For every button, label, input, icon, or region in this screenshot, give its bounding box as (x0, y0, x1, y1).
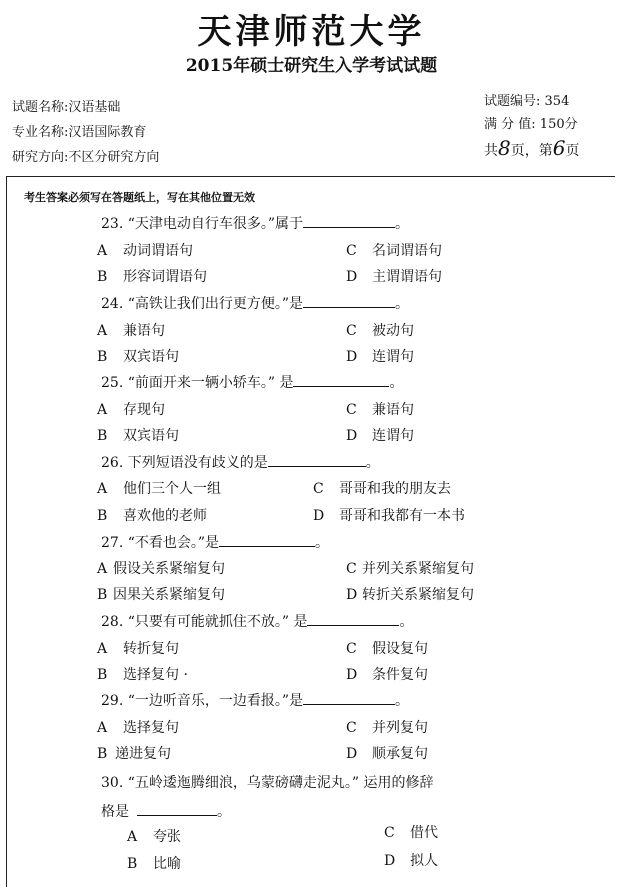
option-d: D 条件复句 (346, 667, 428, 683)
option-b: B 因果关系紧缩复句 (97, 587, 225, 603)
question-stem: 25. “前面开来一辆小轿车。” 是 (101, 375, 294, 391)
university-name: 天津师范大学 (197, 12, 426, 52)
question-stem: 27. “不看也会。”是 (101, 535, 220, 551)
direction-label: 研究方向: (12, 150, 69, 165)
option-b: B 双宾语句 (97, 428, 179, 444)
option-c: C 假设复句 (346, 641, 428, 657)
direction-line (12, 146, 159, 165)
option-c: C 并列复句 (346, 720, 428, 736)
major-value: 汉语国际教育 (68, 125, 147, 140)
option-d: D 转折关系紧缩复句 (346, 587, 474, 603)
option-b: B 形容词谓语句 (97, 269, 207, 285)
question-end: 。 (217, 804, 231, 820)
question-end: 。 (365, 455, 380, 471)
code-line (484, 90, 569, 109)
option-c: C 借代 (384, 825, 438, 841)
question-stem: 28. “只要有可能就抓住不放。” 是 (101, 614, 308, 630)
answer-blank (219, 532, 315, 547)
page-count-line (484, 136, 579, 160)
option-a: A 转折复句 (97, 641, 179, 657)
option-b: B 选择复句 · (97, 667, 188, 683)
option-c: C 名词谓语句 (346, 243, 442, 259)
option-b: B 双宾语句 (97, 349, 179, 365)
option-b: B 递进复句 (97, 746, 171, 762)
option-d: D 顺承复句 (346, 746, 428, 762)
current-page: 6 (552, 136, 566, 160)
question-23 (101, 213, 409, 233)
option-a: A 兼语句 (97, 323, 165, 339)
answer-blank (303, 213, 395, 228)
question-25 (101, 372, 403, 392)
question-stem: 23. “天津电动自行车很多。”属于 (101, 216, 304, 232)
option-a: A 他们三个人一组 (97, 481, 221, 497)
option-a: A 存现句 (97, 402, 165, 418)
option-c: C 被动句 (346, 323, 414, 339)
option-d: D 主谓谓语句 (346, 269, 442, 285)
code-label: 试题编号: (484, 94, 541, 109)
question-30 (101, 772, 433, 792)
answer-notice: 考生答案必须写在答题纸上，写在其他位置无效 (24, 191, 255, 204)
score-value: 150分 (539, 117, 578, 132)
question-29 (101, 690, 409, 710)
major-label: 专业名称: (12, 125, 69, 140)
pages-suffix: 页 (565, 143, 580, 159)
pages-prefix: 共 (484, 143, 498, 159)
option-a: A 假设关系紧缩复句 (97, 561, 225, 577)
major-line (12, 121, 146, 140)
option-a: A 选择复句 (97, 720, 179, 736)
option-b: B 比喻 (127, 856, 181, 872)
question-end: 。 (395, 216, 410, 232)
answer-blank (303, 690, 395, 705)
question-30-continued (101, 801, 231, 821)
direction-value: 不区分研究方向 (68, 150, 160, 165)
option-d: D 连谓句 (346, 349, 414, 365)
question-end: 。 (395, 693, 410, 709)
question-27 (101, 532, 329, 552)
code-value: 354 (544, 94, 570, 109)
answer-blank (268, 452, 366, 467)
answer-blank (307, 611, 399, 626)
subject-value: 汉语基础 (68, 100, 121, 115)
question-end: 。 (395, 296, 410, 312)
option-c: C 哥哥和我的朋友去 (313, 481, 451, 497)
option-d: D 拟人 (384, 853, 438, 869)
question-stem-continued: 格是 (101, 804, 129, 820)
pages-mid: 页，第 (510, 143, 553, 159)
score-line (484, 113, 578, 132)
answer-blank (303, 293, 395, 308)
question-24 (101, 293, 409, 313)
question-stem: 30. “五岭逶迤腾细浪，乌蒙磅礴走泥丸。” 运用的修辞 (101, 775, 434, 791)
answer-blank (137, 801, 217, 816)
question-end: 。 (389, 375, 404, 391)
answer-blank (293, 372, 389, 387)
question-28 (101, 611, 413, 631)
option-a: A 夸张 (127, 829, 181, 845)
option-d: D 哥哥和我都有一本书 (313, 508, 465, 524)
question-stem: 26. 下列短语没有歧义的是 (101, 455, 268, 471)
question-26 (101, 452, 380, 472)
subject-label: 试题名称: (12, 100, 69, 115)
exam-title: 2015年硕士研究生入学考试试题 (185, 56, 438, 76)
score-label: 满 分 值: (484, 117, 536, 132)
option-b: B 喜欢他的老师 (97, 508, 207, 524)
question-stem: 29. “一边听音乐，一边看报。”是 (101, 693, 304, 709)
total-pages: 8 (498, 136, 511, 160)
question-end: 。 (399, 614, 414, 630)
option-d: D 连谓句 (346, 428, 414, 444)
option-c: C 兼语句 (346, 402, 414, 418)
option-a: A 动词谓语句 (97, 243, 193, 259)
option-c: C 并列关系紧缩复句 (346, 561, 474, 577)
subject-line (12, 96, 120, 115)
question-end: 。 (315, 535, 330, 551)
question-stem: 24. “高铁让我们出行更方便。”是 (101, 296, 304, 312)
